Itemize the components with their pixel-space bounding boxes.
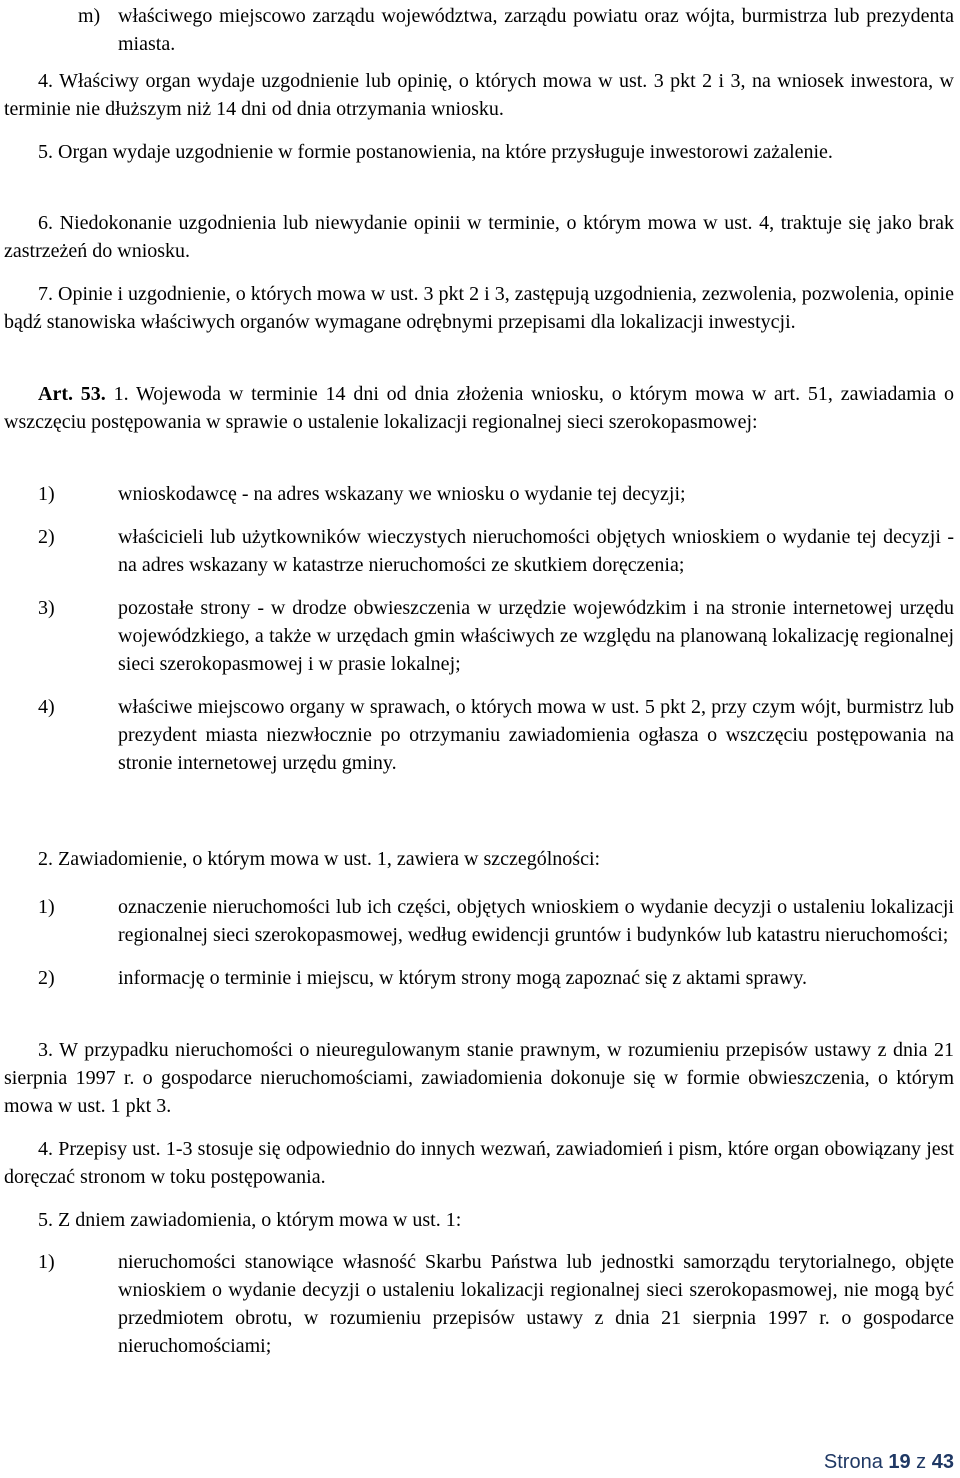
list-item bbox=[4, 480, 954, 508]
list-item-text: wnioskodawcę - na adres wskazany we wniosku o wydanie tej decyzji; bbox=[118, 483, 686, 505]
list-item-number: 1) bbox=[38, 483, 55, 505]
article-text: 1. Wojewoda w terminie 14 dni od dnia złożenia wniosku, o którym mowa w art. 51, zawiadamia o wszczęciu postępowania w sprawie o ustalenie lokalizacji regionalnej sieci szerokopasmowej: bbox=[4, 383, 954, 433]
list-item bbox=[4, 594, 954, 678]
paragraph-7: 7. Opinie i uzgodnienie, o których mowa w ust. 3 pkt 2 i 3, zastępują uzgodnienia, zezwolenia, pozwolenia, opinie bądź stanowiska właściwych organów wymagane odrębnymi przepisami dla lokalizacji inwestycji. bbox=[4, 283, 954, 333]
list-item bbox=[4, 893, 954, 949]
restrictions-list bbox=[4, 1248, 954, 1360]
list-item-text: nieruchomości stanowiące własność Skarbu Państwa lub jednostki samorządu terytorialnego, objęte wnioskiem o wydanie decyzji o ustaleniu lokalizacji regionalnej sieci szerokopasmowej, nie mogą być przedmiotem obrotu, w rozumieniu przepisów ustawy z dnia 21 sierpnia 1997 r. o gospodarce nieruchomościami; bbox=[118, 1251, 954, 1357]
paragraph-2: 2. Zawiadomienie, o którym mowa w ust. 1, zawiera w szczególności: bbox=[38, 848, 601, 870]
list-item bbox=[4, 523, 954, 579]
paragraph-5b: 5. Z dniem zawiadomienia, o którym mowa w ust. 1: bbox=[38, 1209, 462, 1231]
list-item-number: 2) bbox=[38, 967, 55, 989]
list-item-m bbox=[4, 2, 954, 58]
footer-prefix: Strona bbox=[823, 1451, 889, 1473]
footer-page-number: 19 bbox=[888, 1451, 911, 1473]
list-item-number: 4) bbox=[38, 696, 55, 718]
paragraph-4b: 4. Przepisy ust. 1-3 stosuje się odpowiednio do innych wezwań, zawiadomień i pism, które organ obowiązany jest doręczać stronom w toku postępowania. bbox=[4, 1138, 954, 1188]
article-label: Art. 53. bbox=[38, 383, 106, 405]
paragraph-4: 4. Właściwy organ wydaje uzgodnienie lub opinię, o których mowa w ust. 3 pkt 2 i 3, na wniosek inwestora, w terminie nie dłuższym niż 14 dni od dnia otrzymania wniosku. bbox=[4, 70, 954, 120]
list-item-number: m) bbox=[78, 5, 101, 27]
notification-contents-list bbox=[4, 893, 954, 992]
list-item-number: 1) bbox=[38, 1251, 55, 1273]
footer-middle: z bbox=[910, 1451, 932, 1473]
article-53 bbox=[4, 380, 954, 436]
list-item-text: właściwe miejscowo organy w sprawach, o których mowa w ust. 5 pkt 2, przy czym wójt, burmistrz lub prezydent miasta niezwłocznie po otrzymaniu zawiadomienia ogłasza o wszczęciu postępowania na stronie internetowej urzędu gminy. bbox=[118, 696, 954, 774]
list-item-text: właścicieli lub użytkowników wieczystych nieruchomości objętych wnioskiem o wydanie tej decyzji - na adres wskazany w katastrze nieruchomości ze skutkiem doręczenia; bbox=[118, 526, 954, 576]
list-item bbox=[4, 693, 954, 777]
list-item bbox=[4, 964, 954, 992]
paragraph-3: 3. W przypadku nieruchomości o nieuregulowanym stanie prawnym, w rozumieniu przepisów ustawy z dnia 21 sierpnia 1997 r. o gospodarce nieruchomościami, zawiadomienia dokonuje się w formie obwieszczenia, o którym mowa w ust. 1 pkt 3. bbox=[4, 1039, 954, 1117]
list-item-number: 2) bbox=[38, 526, 55, 548]
list-item-text: pozostałe strony - w drodze obwieszczenia w urzędzie wojewódzkim i na stronie internetowej urzędu wojewódzkiego, a także w urzędach gmin właściwych ze względu na planowaną lokalizację regionalnej sieci szerokopasmowej i w prasie lokalnej; bbox=[118, 597, 954, 675]
footer-total-pages: 43 bbox=[931, 1451, 954, 1473]
list-item-text: właściwego miejscowo zarządu województwa, zarządu powiatu oraz wójta, burmistrza lub prezydenta miasta. bbox=[118, 5, 954, 55]
paragraph-5: 5. Organ wydaje uzgodnienie w formie postanowienia, na które przysługuje inwestorowi zażalenie. bbox=[38, 141, 833, 163]
list-item-text: oznaczenie nieruchomości lub ich części, objętych wnioskiem o wydanie decyzji o ustaleniu lokalizacji regionalnej sieci szerokopasmowej, według ewidencji gruntów i budynków lub katastru nieruchomości; bbox=[118, 896, 954, 946]
list-item-number: 3) bbox=[38, 597, 55, 619]
list-item-number: 1) bbox=[38, 896, 55, 918]
list-item-text: informację o terminie i miejscu, w którym strony mogą zapoznać się z aktami sprawy. bbox=[118, 967, 808, 989]
notification-recipients-list bbox=[4, 480, 954, 777]
list-item bbox=[4, 1248, 954, 1360]
page-footer bbox=[824, 1450, 954, 1474]
paragraph-6: 6. Niedokonanie uzgodnienia lub niewydanie opinii w terminie, o którym mowa w ust. 4, traktuje się jako brak zastrzeżeń do wniosku. bbox=[4, 212, 954, 262]
